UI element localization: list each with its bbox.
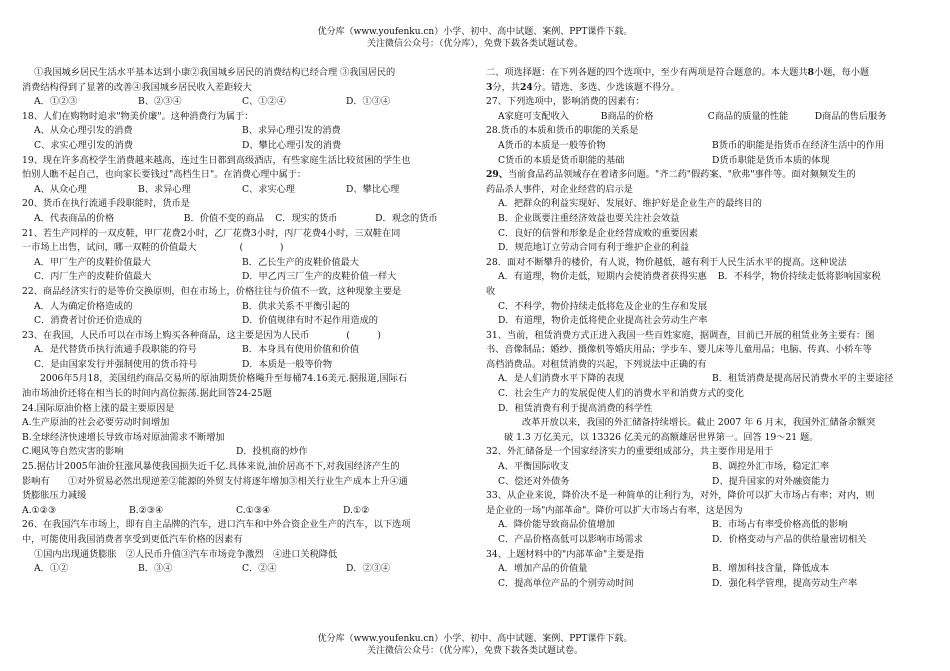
q29-stem: 药品杀人事件，对企业经营的启示是 [486,183,633,195]
section-2-instructions: 3分，共24分。错选、多选、少选该题不得分。 [486,81,680,93]
page-header [0,26,950,50]
option: B商品的价格 [600,110,654,122]
option: A．增加产品的价值量 [498,563,588,575]
answer-paren: ( ) [239,242,284,254]
option: B．乙长生产的皮鞋价值最大 [242,256,360,268]
option: C商品的质量的性能 [707,110,789,122]
option: D．投机商的炒作 [236,446,308,458]
option: A．甲厂生产的皮鞋价值最大 [34,256,151,268]
q18-options [22,124,450,139]
option: B．本身具有使用价值和价值 [242,344,360,356]
q22-options [22,300,450,315]
option: C.飓风等自然灾害的影响 [22,446,124,458]
q25-stem: 影响有 ①对外贸易必然出现逆差②能源的外贸支付将逐年增加③相关行业生产成本上升④通 [22,475,408,487]
option: B、②③④ [138,96,182,108]
q21-stem: 21、若生产同样的一双皮鞋，甲厂花费2小时，乙厂花费3小时，丙厂花费4小时，三双鞋在同 [22,227,401,239]
material-text: 破 1.3 万亿美元，以 13326 亿美元的高额雄居世界第一。回答 19～21 题。 [504,431,819,443]
q28b-stem: 28．面对不断攀升的楼价，有人说，物价越低，越有利于人民生活水平的提高。这种说法 [486,256,847,268]
option: D.①② [343,504,370,516]
option: A、从众心理引发的消费 [34,125,133,137]
option: A．把群众的利益实现好、发展好、维护好是企业生产的最终目的 [498,198,762,210]
q19-stem: 19、现在许多高校学生消费越来越高，连过生日都到高级酒店，有些家庭生活比较贫困的学生也 [22,154,411,166]
option: A、从众心理 [34,183,87,195]
option: C．②④ [242,563,277,575]
q17-statement-line: 消费结构得到了显著的改善④我国城乡居民收入差距较大 [22,81,252,93]
option: D．价值规律有时不起作用造成的 [242,315,378,327]
q20-stem: 20、货币在执行流通手段职能时，货币是 [22,198,190,210]
q23-stem: 23、在我国，人民币可以在市场上购买各种商品，这主要是因为人民币 ( ) [22,329,381,341]
q31-stem: 高档消费品。对租赁消费的兴起，下列说法中正确的有 [486,358,707,370]
option: D、攀比心理 [346,183,400,195]
option: D．本质是一般等价物 [242,358,333,370]
q31-stem: 31、当前，租赁消费方式正进入我国一些百姓家庭，据调查，目前已开展的租赁业务主要有：图 [486,329,875,341]
q28b-options [486,270,926,285]
q25-options [22,504,450,519]
q31-options [486,372,926,387]
option: D商品的售后服务 [814,110,887,122]
option: D．价格变动与产品的供给量密切相关 [712,534,867,545]
option: B．企业既要注重经济效益也要关注社会效益 [498,212,680,224]
option: C．提高单位产品的个别劳动时间 [498,577,634,589]
q21-options [22,270,450,285]
q17-statement-line: ①我国城乡居民生活水平基本达到小康②我国城乡居民的消费结构已经合理 ③我国居民的 [34,67,396,78]
page-footer [0,633,950,657]
q19-options [22,183,450,198]
option: B、求异心理引发的消费 [242,125,341,137]
option: A．是代替货币执行流通手段职能的符号 [34,344,197,356]
option: C．不科学，物价持续走低将危及企业的生存和发展 [498,300,708,312]
option: A.生产原油的社会必要劳动时间增加 [22,417,170,429]
q28a-options [486,139,926,154]
option: A.①②③ [22,504,57,516]
option: B．租赁消费是提高居民消费水平的主要途径 [712,373,894,385]
option: A．是人们消费水平下降的表现 [498,373,625,385]
q33-stem: 是企业的一场"内部革命"。降价可以扩大市场占有率，这是因为 [486,504,743,516]
q28a-stem: 28.货币的本质和货币的职能的关系是 [486,125,639,137]
q34-options [486,577,926,592]
q26-stem: 中，可能使用我国消费者享受到更低汽车价格的因素有 [22,534,243,545]
right-column [486,66,926,591]
option: A．代表商品的价格 [34,212,115,224]
option: C、①②④ [242,96,286,108]
q19-stem: 怕别人瞧不起自己，也向家长要钱过"高档生日"。在消费心理中属于： [22,169,307,181]
option: C、求实心理 [242,183,295,195]
option: B．③④ [138,563,173,575]
q26-options [22,562,450,577]
option: C、求实心理引发的消费 [34,139,133,151]
q26-items: ①国内出现通货膨胀 ②人民币升值③汽车市场竞争激烈 ④进口关税降低 [34,548,338,560]
option: B．供求关系不平衡引起的 [242,300,350,312]
material-text: 油市场油价还将在相当长的时间内高位振荡.据此回答24-25题 [22,388,272,400]
option: D、提升国家的对外融资能力 [712,475,830,487]
q23-options [22,358,450,373]
option: D．租赁消费有利于提高消费的科学性 [498,402,653,414]
option: C．现实的货币 [275,212,338,224]
option: D．②③④ [346,563,391,575]
option: A．人为确定价格造成的 [34,300,133,312]
q24-stem: 24.国际原油价格上涨的最主要原因是 [22,402,175,414]
option: C、偿还对外债务 [498,475,570,487]
q27-stem: 27、下列选项中，影响消费的因素有： [486,96,645,108]
option: B．价值不变的商品 [183,212,265,224]
footer-line-1: 优分库（www.youfenku.cn）小学、初中、高中试题、案例、PPT课件下载。 [317,634,633,644]
option: B货币的职能是指货币在经济生活中的作用 [712,139,885,151]
option: D．规范地订立劳动合同有利于维护企业的利益 [498,242,690,254]
answer-paren: ( ) [346,329,381,341]
option: B.②③④ [129,504,164,516]
option: C．良好的信誉和形象是企业经营成败的重要因素 [498,227,698,239]
q34-options [486,562,926,577]
q25-stem: 货膨胀压力减缓 [22,490,87,502]
option: B．增加科技含量，降低成本 [712,563,830,575]
q33-options [486,518,926,533]
q18-options [22,139,450,154]
option: A．有道理，物价走低，短期内会使消费者获得实惠 [498,271,707,283]
q32-stem: 32、外汇储备是一个国家经济实力的重要组成部分，共主要作用是用于 [486,446,774,458]
material-text: 2006年5月18，美国纽约商品交易所的原油期货价格飚升至每桶74.16美元.据报道,国际石 [40,373,408,385]
q22-options [22,314,450,329]
q34-stem: 34、上题材料中的"内部革命"主要是指 [486,548,644,560]
option: C.①③④ [236,504,271,516]
section-2-instructions: 二、项选择题：在下列各题的四个选项中，至少有两项是符合题意的。本大题共8小题，每小题 [486,67,870,78]
option: C．丙厂生产的皮鞋价值最大 [34,271,152,283]
option: D．有道理，物价走低将使企业提高社会劳动生产率 [498,315,708,327]
option-continuation: 收 [486,285,496,297]
option: D．甲乙丙三厂生产的皮鞋价值一样大 [242,271,397,283]
option: A．①②③ [34,96,78,108]
option: A、平衡国际收支 [498,461,569,473]
option: B．市场占有率受价格高低的影响 [712,519,848,531]
option: C．产品价格高低可以影响市场需求 [498,534,643,545]
option: C．是由国家发行并强制使用的货币符号 [34,358,198,370]
q27-options [486,110,926,125]
q17-options [22,95,450,110]
q26-stem: 26、在我国汽车市场上，即有自主品牌的汽车，进口汽车和中外合资企业生产的汽车，以下选项 [22,519,411,531]
q33-options [486,533,926,548]
option: B.全球经济快速增长导致市场对原油需求不断增加 [22,431,225,443]
left-column [22,66,450,577]
q22-stem: 22、商品经济实行的是等价交换原则，但在市场上，价格往往与价值不一致，这种现象主要是 [22,285,402,297]
option: A．降价能导致商品价值增加 [498,519,615,531]
option: B．不科学，物价持续走低将影响国家税 [717,271,881,283]
option: A家庭可支配收入 [498,110,569,122]
option: D．强化科学管理，提高劳动生产率 [712,577,858,589]
option: D、攀比心理引发的消费 [242,139,342,151]
footer-line-2: 关注微信公众号：（优分库），免费下载各类试题试卷。 [366,646,583,656]
option: D．①③④ [346,96,391,108]
q32-options [486,475,926,490]
q21-stem: 一市场上出售，试问，哪一双鞋的价值最大 ( ) [22,242,284,254]
q24-options [22,445,450,460]
option: D．观念的货币 [375,212,438,224]
header-line-2: 关注微信公众号：（优分库），免费下载各类试题试卷。 [366,39,583,49]
option: C．社会生产力的发展促使人们的消费水平和消费方式的变化 [498,388,744,400]
option: C货币的本质是货币职能的基础 [498,154,625,166]
option: A．①② [34,563,69,575]
q31-stem: 书、音像制品；婚纱、摄像机等婚庆用品；学步车、婴儿床等儿童用品；电脑、传真、小轿车等 [486,344,872,356]
option: A货币的本质是一般等价物 [498,139,606,151]
q20-options [22,212,450,227]
q21-options [22,256,450,271]
option: D货币职能是货币本质的体现 [712,154,830,166]
option: B、求异心理 [138,183,191,195]
q33-stem: 33、从企业来说，降价决不是一种简单的让利行为，对外，降价可以扩大市场占有率；对内，则 [486,490,875,502]
option: B、调控外汇市场，稳定汇率 [712,461,830,473]
q28a-options [486,154,926,169]
material-text: 改革开放以来，我国的外汇储备持续增长。截止 2007 年 6 月末，我国外汇储备余额突 [522,417,876,429]
q29-stem: 29、当前食品药品领域存在着诸多问题。"齐二药"假药案、"欣弗"事件等。面对频频发生的 [486,169,856,181]
q23-options [22,343,450,358]
q25-stem: 25.据估计2005年油价狂涨风暴使我国损失近千亿.具体来说,油价居高不下,对我国经济产生的 [22,461,400,473]
q18-stem: 18、人们在购物时追求"物美价廉"。这种消费行为属于： [22,110,254,122]
header-line-1: 优分库（www.youfenku.cn）小学、初中、高中试题、案例、PPT课件下载。 [317,27,633,37]
q32-options [486,460,926,475]
option: C．消费者讨价还价造成的 [34,315,143,327]
